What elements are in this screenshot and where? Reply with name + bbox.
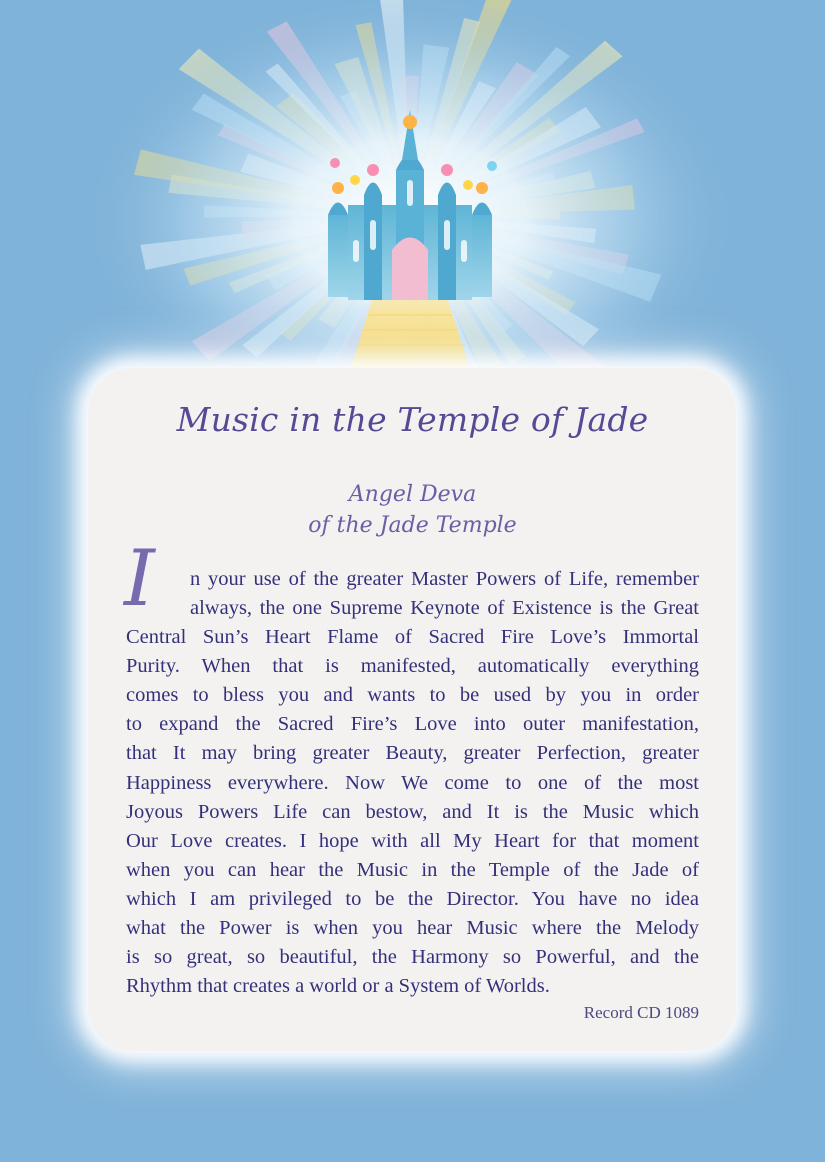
- body-line: Rhythm that creates a world or a System of Worlds.: [126, 975, 550, 997]
- body-line: Happiness everywhere. Now We come to one of the most: [126, 772, 699, 794]
- body-line: to expand the Sacred Fire’s Love into outer manifestation,: [126, 713, 699, 735]
- body-line: n your use of the greater Master Powers of Life, remember: [190, 568, 699, 590]
- body-line: Joyous Powers Life can bestow, and It is the Music which: [126, 801, 699, 823]
- record-reference: Record CD 1089: [583, 1003, 699, 1022]
- body-line: that It may bring greater Beauty, greater Perfection, greater: [126, 742, 699, 764]
- body-line: always, the one Supreme Keynote of Existence is the Great: [190, 597, 699, 619]
- subtitle-line: Angel Deva: [348, 482, 477, 507]
- drop-cap: I: [124, 534, 155, 624]
- body-line: which I am privileged to be the Director. You have no idea: [126, 888, 699, 910]
- page-title: Music in the Temple of Jade: [176, 400, 649, 439]
- body-line: when you can hear the Music in the Temple of the Jade of: [126, 859, 699, 881]
- body-line: is so great, so beautiful, the Harmony so Powerful, and the: [126, 946, 699, 968]
- body-line: Purity. When that is manifested, automatically everything: [126, 655, 699, 677]
- subtitle: [0, 479, 825, 541]
- body-line: comes to bless you and wants to be used by you in order: [126, 684, 699, 706]
- subtitle-line: of the Jade Temple: [308, 513, 517, 538]
- body-line: what the Power is when you hear Music where the Melody: [126, 917, 699, 939]
- body-line: Our Love creates. I hope with all My Heart for that moment: [126, 830, 699, 852]
- body-line: Central Sun’s Heart Flame of Sacred Fire Love’s Immortal: [126, 626, 699, 648]
